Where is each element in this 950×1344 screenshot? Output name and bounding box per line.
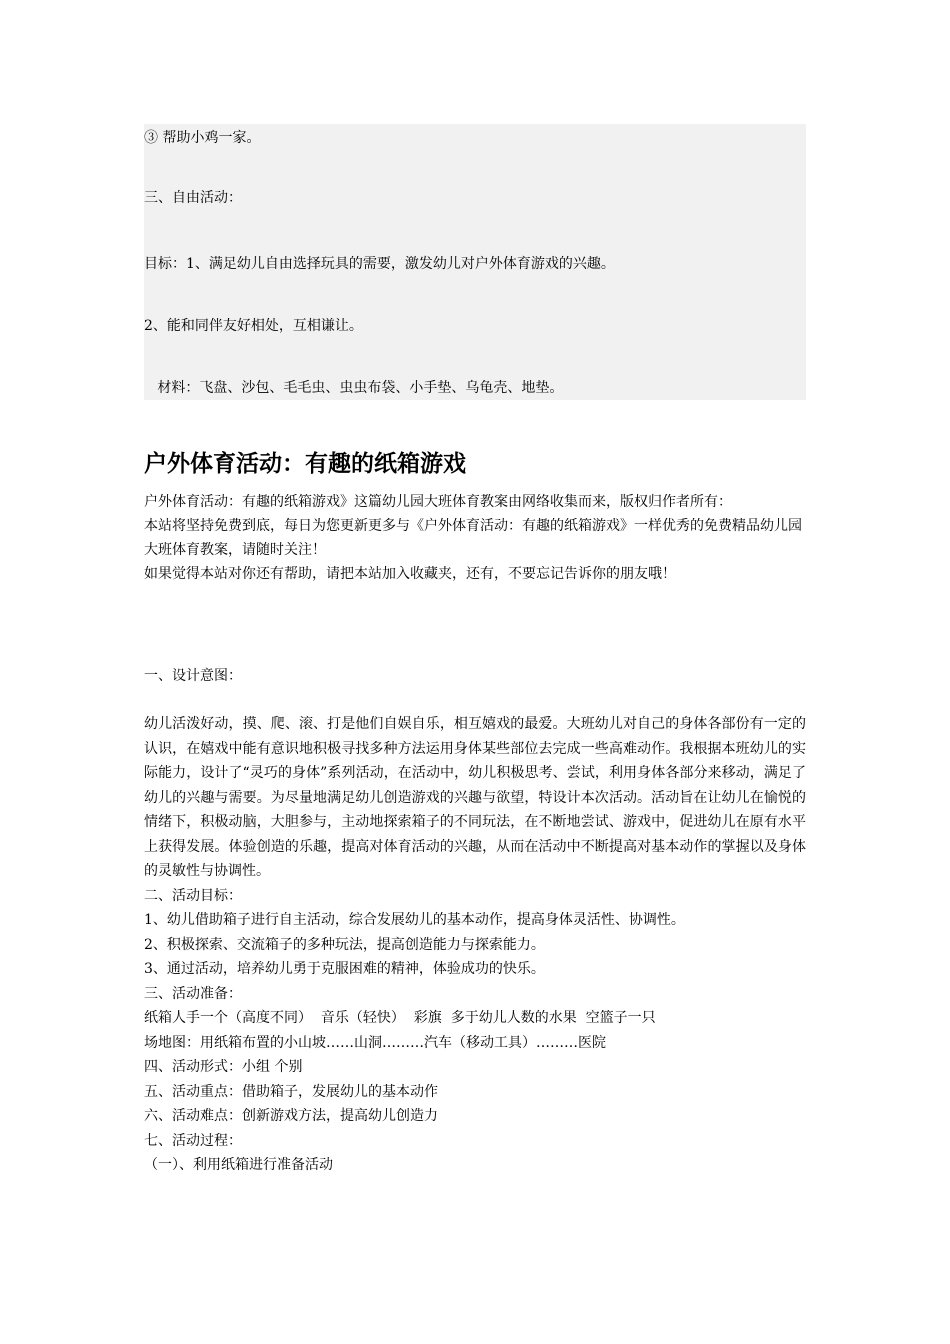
highlighted-section xyxy=(144,124,806,400)
gray-line: ③ 帮助小鸡一家。 xyxy=(144,130,261,146)
section-heading: 一、设计意图： xyxy=(144,668,242,684)
body-line: 四、活动形式：小组 个别 xyxy=(144,1059,303,1075)
gray-line: 材料：飞盘、沙包、毛毛虫、虫虫布袋、小手垫、乌龟壳、地垫。 xyxy=(144,380,564,396)
main-body xyxy=(144,712,806,1178)
intro-line: 户外体育活动：有趣的纸箱游戏》这篇幼儿园大班体育教案由网络收集而来，版权归作者所有： xyxy=(144,494,732,510)
body-line: 2、积极探索、交流箱子的多种玩法，提高创造能力与探索能力。 xyxy=(144,936,545,953)
body-line: 场地图：用纸箱布置的小山坡……山洞………汽车（移动工具）………医院 xyxy=(144,1034,606,1051)
body-line: 五、活动重点：借助箱子，发展幼儿的基本动作 xyxy=(144,1083,438,1100)
intro-block xyxy=(144,490,806,586)
design-paragraph: 幼儿活泼好动，摸、爬、滚、打是他们自娱自乐，相互嬉戏的最爱。大班幼儿对自己的身体各部份有一定的认识，在嬉戏中能有意识地积极寻找多种方法运用身体某些部位去完成一些高难动作。我根据本班幼儿的实际能力，设计了“灵巧的身体”系列活动，在活动中，幼儿积极思考、尝试，利用身体各部分来移动，满足了幼儿的兴趣与需要。为尽量地满足幼儿创造游戏的兴趣与欲望，特设计本次活动。活动旨在让幼儿在愉悦的情绪下，积极动脑，大胆参与，主动地探索箱子的不同玩法，在不断地尝试、游戏中，促进幼儿在原有水平上获得发展。体验创造的乐趣，提高对体育活动的兴趣，从而在活动中不断提高对基本动作的掌握以及身体的灵敏性与协调性。 xyxy=(144,716,806,879)
body-line: 三、活动准备： xyxy=(144,985,242,1002)
body-line: 七、活动过程： xyxy=(144,1132,242,1149)
page-title: 户外体育活动：有趣的纸箱游戏 xyxy=(144,451,466,477)
body-line: 二、活动目标： xyxy=(144,887,242,904)
body-line: 纸箱人手一个（高度不同） 音乐（轻快） 彩旗 多于幼儿人数的水果 空篮子一只 xyxy=(144,1010,656,1026)
body-line: 1、幼儿借助箱子进行自主活动，综合发展幼儿的基本动作，提高身体灵活性、协调性。 xyxy=(144,912,685,928)
gray-line: 2、能和同伴友好相处，互相谦让。 xyxy=(144,318,363,334)
body-line: 3、通过活动，培养幼儿勇于克服困难的精神，体验成功的快乐。 xyxy=(144,961,545,977)
gray-line: 三、自由活动： xyxy=(144,190,242,206)
intro-line: 本站将坚持免费到底，每日为您更新更多与《户外体育活动：有趣的纸箱游戏》一样优秀的免费精品幼儿园大班体育教案，请随时关注！ xyxy=(144,518,802,558)
gray-line: 目标：1、满足幼儿自由选择玩具的需要，激发幼儿对户外体育游戏的兴趣。 xyxy=(144,256,615,272)
body-line: 六、活动难点：创新游戏方法，提高幼儿创造力 xyxy=(144,1108,438,1124)
design-heading-block xyxy=(144,664,806,689)
intro-line: 如果觉得本站对你还有帮助，请把本站加入收藏夹，还有，不要忘记告诉你的朋友哦！ xyxy=(144,566,676,582)
body-line: （一）、利用纸箱进行准备活动 xyxy=(144,1157,333,1173)
